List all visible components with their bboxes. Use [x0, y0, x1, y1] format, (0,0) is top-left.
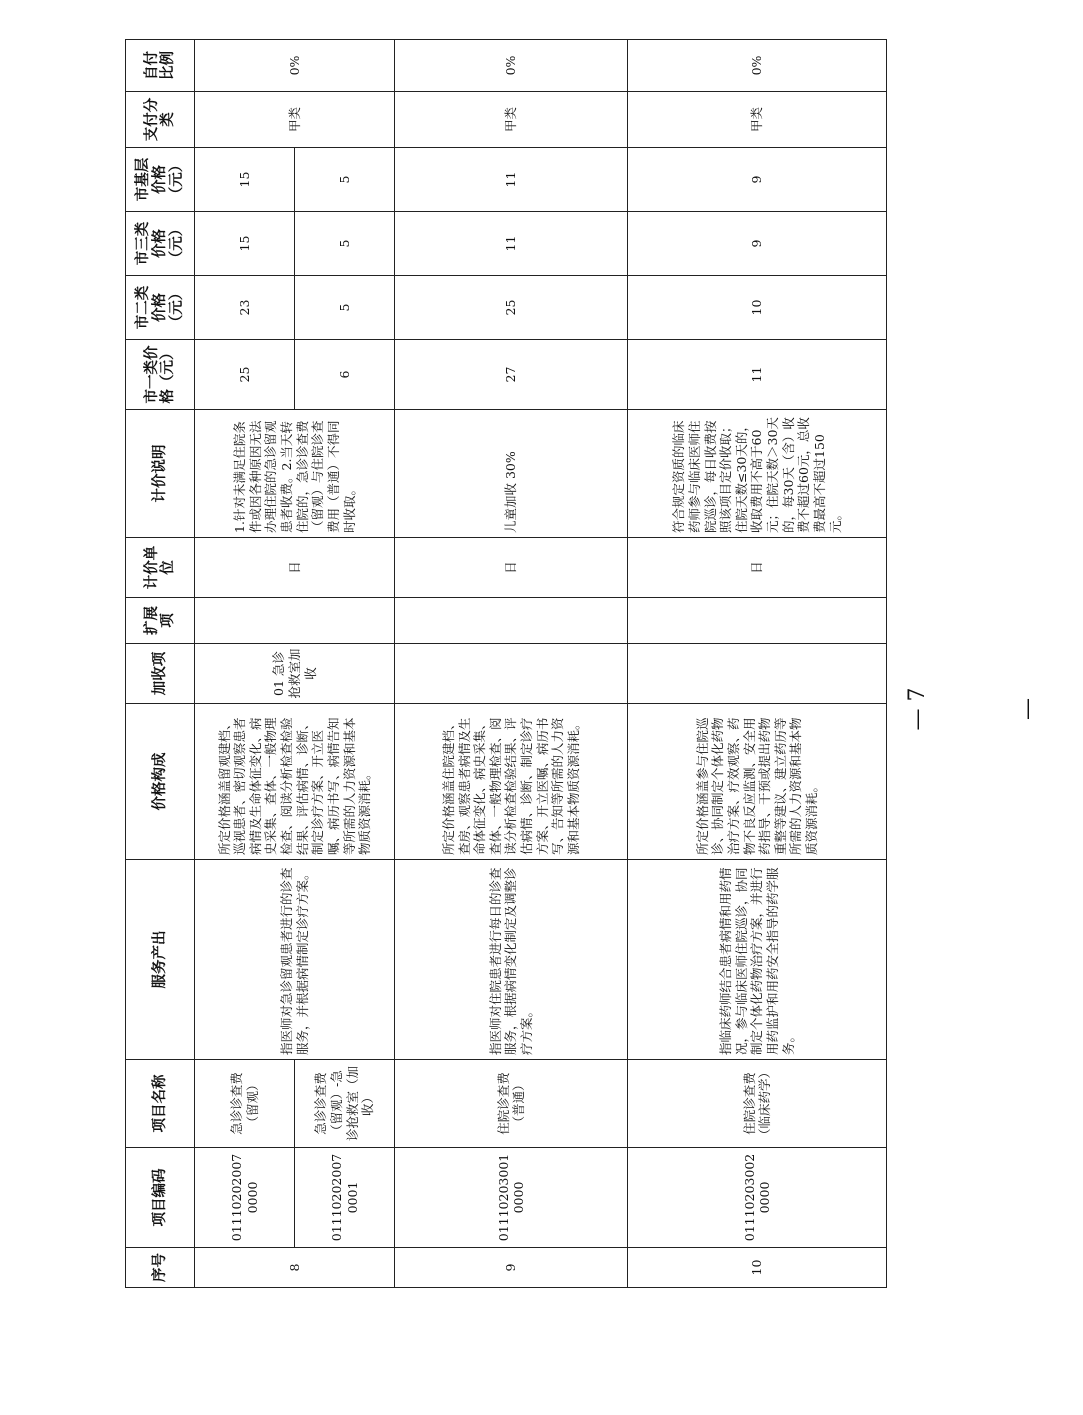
price-1-cell: 11: [628, 340, 887, 410]
self-ratio-cell: 0%: [628, 40, 887, 92]
header-price-2: 市二类价格（元）: [126, 276, 195, 340]
price-2-cell: 5: [295, 276, 395, 340]
price-base-cell: 11: [395, 148, 628, 212]
service-cell: 指医师对急诊留观患者进行的诊查服务，并根据病情制定诊疗方案。: [195, 860, 395, 1060]
header-self-ratio: 自付比例: [126, 40, 195, 92]
header-price-3: 市三类价格（元）: [126, 212, 195, 276]
price-table: [125, 39, 887, 1288]
price-1-cell: 27: [395, 340, 628, 410]
self-ratio-cell: 0%: [195, 40, 395, 92]
seq-cell: 9: [395, 1248, 628, 1288]
price-2-cell: 10: [628, 276, 887, 340]
code-cell: 011102020070001: [295, 1148, 395, 1248]
price-1-cell: 25: [195, 340, 295, 410]
code-cell: 011102020070000: [195, 1148, 295, 1248]
addon-cell: [395, 644, 628, 704]
header-row: [126, 40, 195, 1288]
header-name: 项目名称: [126, 1060, 195, 1148]
price-2-cell: 23: [195, 276, 295, 340]
header-composition: 价格构成: [126, 704, 195, 860]
composition-cell: 所定价格涵盖留观建档、巡视患者、密切观察患者病情及生命体征变化、病史采集、查体、一般物理检查、阅读分析检查检验结果、评估病情、诊断、制定诊疗方案、开立医嘱、病历书写、病情告知等所需的人力资源和基本物质资源消耗。: [195, 704, 395, 860]
header-code: 项目编码: [126, 1148, 195, 1248]
header-price-base: 市基层价格（元）: [126, 148, 195, 212]
pricing-note-cell: 儿童加收 30%: [395, 410, 628, 538]
header-service: 服务产出: [126, 860, 195, 1060]
ext-cell: [195, 598, 395, 644]
addon-cell: [628, 644, 887, 704]
self-ratio-cell: 0%: [395, 40, 628, 92]
table-row: [628, 40, 887, 1288]
pay-class-cell: 甲类: [628, 92, 887, 148]
page-number: — 7 —: [905, 687, 1040, 731]
pricing-note-cell: 符合规定资质的临床药师参与临床医师住院巡诊，每日收费按照该项目定价收取；住院天数≤30天的，收取费用不高于60元；住院天数＞30天的，每30天（含）收费不超过60元，总收费最高不超过150元。: [628, 410, 887, 538]
price-3-cell: 5: [295, 212, 395, 276]
service-cell: 指医师对住院患者进行每日的诊查服务，根据病情变化制定及调整诊疗方案。: [395, 860, 628, 1060]
price-base-cell: 9: [628, 148, 887, 212]
price-3-cell: 11: [395, 212, 628, 276]
price-base-cell: 15: [195, 148, 295, 212]
name-cell: 住院诊查费（普通）: [395, 1060, 628, 1148]
price-3-cell: 9: [628, 212, 887, 276]
rotated-table-page: [125, 40, 887, 1288]
header-unit: 计价单位: [126, 538, 195, 598]
ext-cell: [395, 598, 628, 644]
pay-class-cell: 甲类: [395, 92, 628, 148]
service-cell: 指临床药师结合患者病情和用药情况，参与临床医师住院巡诊，协同制定个体化药物治疗方案，并进行用药监护和用药安全指导的药学服务。: [628, 860, 887, 1060]
pricing-note-cell: 1.针对未满足住院条件或因各种原因无法办理住院的急诊留观患者收费。2.当天转住院的，急诊诊查费（留观）与住院诊查费用（普通）不得同时收取。: [195, 410, 395, 538]
composition-cell: 所定价格涵盖住院建档、查房、观察患者病情及生命体征变化、病史采集、查体、一般物理检查、阅读分析检查检验结果、评估病情、诊断、制定诊疗方案、开立医嘱、病历书写、告知等所需的人力资源和基本物质资源消耗。: [395, 704, 628, 860]
unit-cell: 日: [395, 538, 628, 598]
price-1-cell: 6: [295, 340, 395, 410]
header-pay-class: 支付分类: [126, 92, 195, 148]
price-2-cell: 25: [395, 276, 628, 340]
price-3-cell: 15: [195, 212, 295, 276]
header-pricing-note: 计价说明: [126, 410, 195, 538]
header-price-1: 市一类价格（元）: [126, 340, 195, 410]
table-row: [195, 40, 295, 1288]
table-row: [395, 40, 628, 1288]
name-cell: 住院诊查费（临床药学）: [628, 1060, 887, 1148]
code-cell: 011102030010000: [395, 1148, 628, 1248]
code-cell: 011102030020000: [628, 1148, 887, 1248]
addon-cell: 01 急诊抢救室加收: [195, 644, 395, 704]
ext-cell: [628, 598, 887, 644]
header-seq: 序号: [126, 1248, 195, 1288]
unit-cell: 日: [628, 538, 887, 598]
seq-cell: 8: [195, 1248, 395, 1288]
header-addon: 加收项: [126, 644, 195, 704]
seq-cell: 10: [628, 1248, 887, 1288]
unit-cell: 日: [195, 538, 395, 598]
pay-class-cell: 甲类: [195, 92, 395, 148]
header-ext: 扩展项: [126, 598, 195, 644]
name-cell: 急诊诊查费（留观）: [195, 1060, 295, 1148]
price-base-cell: 5: [295, 148, 395, 212]
composition-cell: 所定价格涵盖参与住院巡诊、协同制定个体化药物治疗方案、疗效观察、药物不良反应监测、安全用药指导、干预或提出药物重整等建议、建立药历等所需的人力资源和基本物质资源消耗。: [628, 704, 887, 860]
name-cell: 急诊诊查费（留观）-急诊抢救室（加收）: [295, 1060, 395, 1148]
